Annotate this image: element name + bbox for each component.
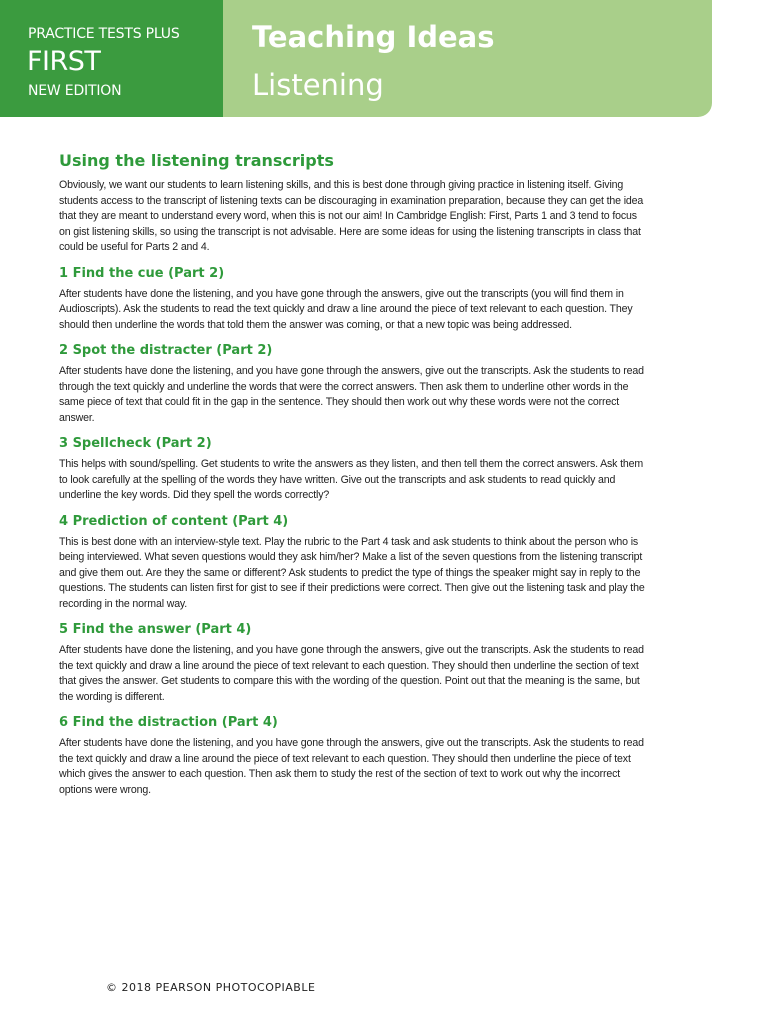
section-heading: 6 Find the distraction (Part 4) xyxy=(59,715,278,730)
series-badge xyxy=(0,0,223,117)
section-paragraph: This is best done with an interview-style text. Play the rubric to the Part 4 task and ask students to think about the person who is being interviewed. What seven questions would they ask him/her? Make a list of the seven questions from the listening transcript and give them out. Are they the same or different? Ask students to predict the type of things the speaker might say in reply to the questions. The students can listen first for gist to see if their predictions were correct. Then give out the listening task and play the recording in the normal way. xyxy=(59,535,645,610)
section-4 xyxy=(59,513,645,613)
document-body xyxy=(59,150,645,798)
section-paragraph: After students have done the listening, and you have gone through the answers, give out the transcripts (you will find them in Audioscripts). Ask the students to read the text quickly and draw a line around the piece of text relevant to each question. They should then underline the words that told them the answer was coming, or that a new topic was being addressed. xyxy=(59,287,633,331)
intro-heading: Using the listening transcripts xyxy=(59,151,334,170)
section-6 xyxy=(59,714,645,798)
section-1 xyxy=(59,265,645,334)
section-heading: 4 Prediction of content (Part 4) xyxy=(59,513,289,529)
section-5 xyxy=(59,621,645,705)
brand-label: FIRST xyxy=(27,46,101,77)
section-heading: 5 Find the answer (Part 4) xyxy=(59,622,252,637)
copyright-footer: © 2018 PEARSON PHOTOCOPIABLE xyxy=(106,981,316,994)
section-paragraph: After students have done the listening, and you have gone through the answers, give out the transcripts. Ask the students to read the text quickly and draw a line around the piece of text relevant to each question. They should then underline the section of text that gives the answer. Get students to compare this with the wording of the question. Point out that the meaning is the same, but the wording is different. xyxy=(59,644,644,703)
page-subtitle: Listening xyxy=(252,68,384,102)
edition-label: NEW EDITION xyxy=(28,83,122,99)
section-heading: 2 Spot the distracter (Part 2) xyxy=(59,343,273,358)
section-paragraph: This helps with sound/spelling. Get students to write the answers as they listen, and then tell them the correct answers. Ask them to look carefully at the spelling of the words they have written. Give out the transcripts and ask students to read quickly and underline the key words. Did they spell the words correctly? xyxy=(59,458,644,501)
section-3 xyxy=(59,435,645,504)
series-label: PRACTICE TESTS PLUS xyxy=(28,26,180,42)
section-paragraph: After students have done the listening, and you have gone through the answers, give out the transcripts. Ask the students to read through the text quickly and underline the words that were the correct answers. Then ask them to underline other words in the same piece of text that could fit in the gap in the sentence. They should then work out why these words were not the correct answer. xyxy=(59,365,644,424)
page-title: Teaching Ideas xyxy=(252,20,495,54)
section-paragraph: After students have done the listening, and you have gone through the answers, give out the transcripts. Ask the students to read the text quickly and draw a line around the piece of text relevant to each question. They should then underline the piece of text which gives the answer to each question. Then ask them to study the rest of the section of text to work out why the incorrect options were wrong. xyxy=(59,737,644,796)
page-header xyxy=(0,0,712,117)
section-heading: 3 Spellcheck (Part 2) xyxy=(59,436,212,451)
intro-paragraph: Obviously, we want our students to learn listening skills, and this is best done through giving practice in listening itself. Giving students access to the transcript of listening texts can be discouraging in examination preparation, because they can get the idea that they are meant to understand every word, when this is not our aim! In Cambridge English: First, Parts 1 and 3 tend to focus on gist listening skills, so using the transcript is not advisable. Here are some ideas for using the listening transcripts in class that could be useful for Parts 2 and 4. xyxy=(59,179,644,253)
section-heading: 1 Find the cue (Part 2) xyxy=(59,265,225,281)
section-2 xyxy=(59,342,645,426)
